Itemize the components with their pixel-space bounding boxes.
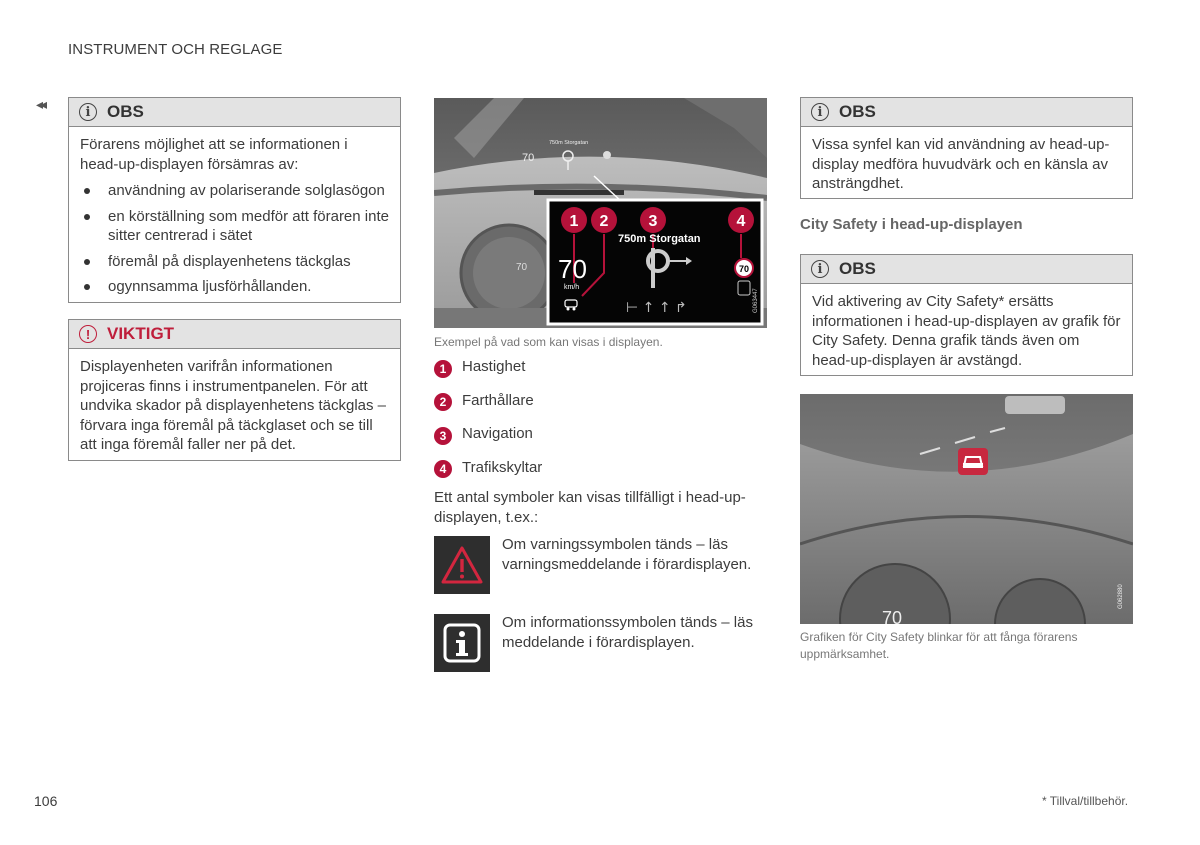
obs-box-display-visibility [68,97,401,303]
big-speed: 70 [882,608,903,624]
viktigt-box-header [69,320,400,349]
symbols-intro: Ett antal symboler kan visas tillfälligt i head-up-displayen, t.ex.: [434,489,746,526]
lane-guidance: ⊢ ↑ ↑ ↱ [626,300,687,316]
image-code: G062880 [1118,584,1124,609]
number-badge: 4 [434,460,452,478]
obs-box-header [801,98,1132,127]
back-arrows-icon[interactable]: ◂◂ [36,96,45,112]
list-item [434,384,764,418]
info-symbol-text: Om informationssymbolen tänds – läs meddelande i förardisplayen. [502,614,753,651]
hud-image-caption: Exempel på vad som kan visas i displayen. [434,335,663,349]
gauge-speed: 70 [516,262,528,273]
item-label: Navigation [462,425,533,443]
viktigt-body: Displayenheten varifrån informationen projiceras finns i instrumentpanelen. För att undvika skador på displayenhetens täckglas – förvara inga föremål på täckglaset och se till att inga föremål faller ner på det. [80,358,387,453]
number-badge: 3 [434,427,452,445]
number-badge: 1 [434,360,452,378]
small-speed: 70 [522,152,535,164]
info-icon: i [811,260,829,278]
list-item: en körställning som medför att föraren inte sitter centrerad i sätet [80,207,389,246]
obs-box-city-safety [800,254,1133,376]
item-label: Trafikskyltar [462,458,543,476]
obs-box-vision [800,97,1133,199]
warning-symbol [434,536,490,594]
info-symbol [434,614,490,672]
callout-1: 1 [569,213,579,230]
warning-triangle-icon [440,545,484,585]
obs-box-header [69,98,400,127]
list-item: föremål på displayenhetens täckglas [80,252,389,272]
callout-3: 3 [648,213,658,230]
section-title: INSTRUMENT OCH REGLAGE [68,41,283,58]
callout-4: 4 [736,213,746,230]
obs-title: OBS [107,102,144,121]
viktigt-box [68,319,401,461]
item-label: Farthållare [462,391,534,409]
city-safety-image [800,394,1133,624]
list-item [434,417,764,451]
exclamation-icon: ! [79,325,97,343]
item-label: Hastighet [462,358,526,376]
obs-body: Vid aktivering av City Safety* ersätts informationen i head-up-displayen av grafik för City Safety. Denna grafik tänds även om head-up-displayen är avstängd. [812,293,1121,369]
city-safety-caption: Grafiken för City Safety blinkar för att fånga förarens uppmärksamhet. [800,630,1078,661]
image-code: G063447 [753,288,759,313]
obs-box-header [801,255,1132,284]
viktigt-title: VIKTIGT [107,324,175,343]
obs-bullet-list [80,181,389,297]
page-number: 106 [34,793,58,809]
info-square-icon [442,622,482,664]
city-safety-heading: City Safety i head-up-displayen [800,216,1023,233]
footnote: * Tillval/tillbehör. [1042,794,1129,808]
list-item [434,350,764,384]
obs-title: OBS [839,259,876,278]
hud-speed-unit: km/h [564,284,580,291]
info-icon: i [811,103,829,121]
info-icon: i [79,103,97,121]
list-item: ogynnsamma ljusförhållanden. [80,277,389,297]
obs-body: Vissa synfel kan vid användning av head-up-display medföra huvudvärk och en känsla av ansträngdhet. [812,136,1110,192]
hud-speed: 70 [558,254,587,284]
hud-street: 750m Storgatan [618,233,701,245]
list-item [434,451,764,485]
obs-body [69,127,400,313]
small-street: 750m Storgatan [549,140,589,146]
hud-example-image [434,98,767,328]
hud-items-list [434,350,764,484]
list-item: användning av polariserande solglasögon [80,181,389,201]
callout-2: 2 [599,213,609,230]
obs-title: OBS [839,102,876,121]
obs-intro: Förarens möjlighet att se informationen i head-up-displayen försämras av: [80,136,348,173]
number-badge: 2 [434,393,452,411]
speed-sign-value: 70 [738,264,750,274]
warning-symbol-text: Om varningssymbolen tänds – läs varningsmeddelande i förardisplayen. [502,536,752,573]
